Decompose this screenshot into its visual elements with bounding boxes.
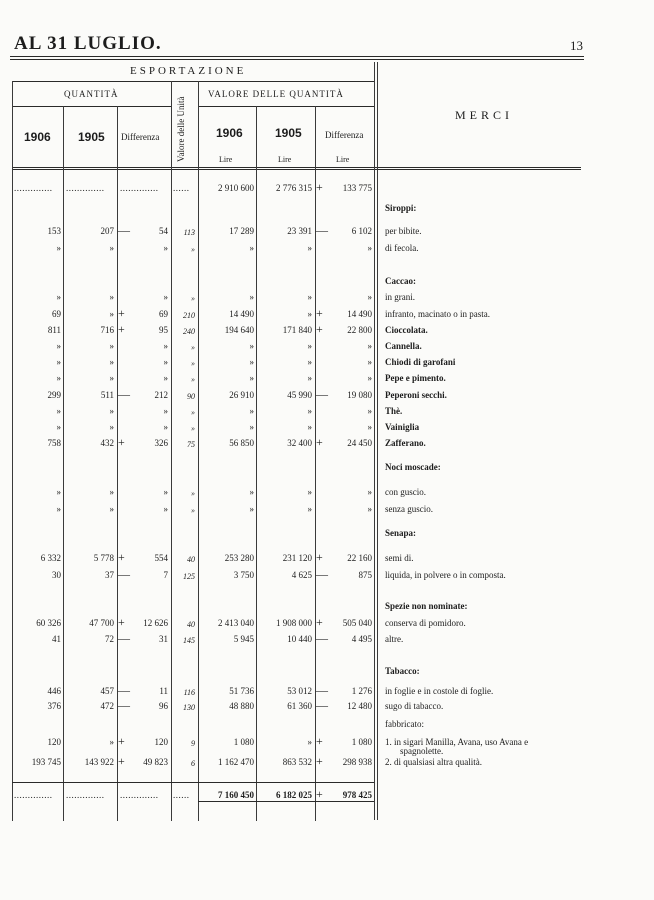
cell-merce: Chiodi di garofani: [385, 357, 456, 367]
cell-vdiff-sign: +: [316, 754, 323, 768]
cell-q1905: ..............: [66, 790, 105, 800]
cell-q1906: »: [56, 292, 61, 302]
cell-unit-value: »: [191, 506, 195, 515]
cell-q1905: 72: [105, 634, 114, 644]
cell-q1906: »: [56, 357, 61, 367]
cell-v1906: 26 910: [229, 390, 254, 400]
cell-v1906: 1 080: [233, 737, 254, 747]
cell-unit-value: 240: [183, 327, 195, 336]
cell-v1905: 171 840: [282, 325, 312, 335]
cell-vdiff: 12 480: [347, 701, 372, 711]
cell-qdiff: »: [163, 487, 168, 497]
cell-qdiff: »: [163, 292, 168, 302]
cell-merce: sugo di tabacco.: [385, 701, 444, 711]
cell-qdiff-sign: +: [118, 734, 125, 748]
cell-q1905: 143 922: [84, 757, 114, 767]
cell-qdiff: 69: [159, 309, 168, 319]
cell-q1906: 193 745: [31, 757, 61, 767]
cell-vdiff-sign: +: [316, 787, 323, 801]
cell-unit-value: »: [191, 245, 195, 254]
cell-merce: Caccao:: [385, 276, 416, 286]
cell-merce: Tabacco:: [385, 666, 420, 676]
cell-merce: senza guscio.: [385, 504, 433, 514]
cell-v1906: 3 750: [233, 570, 254, 580]
cell-unit-value: 130: [183, 703, 195, 712]
cell-v1905: 32 400: [287, 438, 312, 448]
cell-q1906: 446: [47, 686, 61, 696]
header-differenza: Differenza: [121, 132, 160, 142]
cell-q1905: »: [109, 292, 114, 302]
cell-v1906: »: [249, 487, 254, 497]
cell-vdiff: 505 040: [342, 618, 372, 628]
cell-merce: 1. in sigari Manilla, Avana, uso Avana e: [385, 737, 529, 747]
cell-v1905: »: [307, 487, 312, 497]
cell-qdiff-sign: —: [118, 387, 130, 401]
cell-qdiff: »: [163, 406, 168, 416]
cell-q1905: 511: [100, 390, 114, 400]
cell-q1906: 376: [47, 701, 61, 711]
cell-qdiff: 7: [163, 570, 168, 580]
cell-q1905: »: [109, 422, 114, 432]
cell-unit-value: 113: [183, 228, 195, 237]
cell-v1905: 6 182 025: [276, 790, 312, 800]
cell-v1906: 2 413 040: [218, 618, 254, 628]
cell-v1905: »: [307, 309, 312, 319]
cell-q1906: »: [56, 422, 61, 432]
cell-vdiff-sign: +: [316, 734, 323, 748]
cell-vdiff: »: [367, 422, 372, 432]
cell-v1906: 5 945: [233, 634, 254, 644]
cell-vdiff: 19 080: [347, 390, 372, 400]
cell-v1905: 231 120: [282, 553, 312, 563]
cell-qdiff: 96: [159, 701, 168, 711]
cell-v1905: 10 440: [287, 634, 312, 644]
cell-v1905: »: [307, 406, 312, 416]
cell-q1906: 30: [52, 570, 61, 580]
cell-v1905: »: [307, 737, 312, 747]
cell-qdiff: 95: [159, 325, 168, 335]
cell-q1906: 153: [47, 226, 61, 236]
cell-vdiff: 298 938: [342, 757, 372, 767]
cell-unit-value: 210: [183, 311, 195, 320]
cell-qdiff: 49 823: [143, 757, 168, 767]
cell-vdiff: 14 490: [347, 309, 372, 319]
cell-unit-value: 75: [187, 440, 195, 449]
cell-v1906: »: [249, 292, 254, 302]
cell-vdiff: »: [367, 292, 372, 302]
cell-vdiff: 4 495: [351, 634, 372, 644]
cell-v1906: 7 160 450: [218, 790, 254, 800]
cell-v1905: »: [307, 292, 312, 302]
cell-vdiff: 22 160: [347, 553, 372, 563]
cell-unit-value: ......: [173, 790, 190, 800]
cell-merce: Senapa:: [385, 528, 417, 538]
cell-merce: per bibite.: [385, 226, 422, 236]
cell-merce: altre.: [385, 634, 404, 644]
cell-vdiff: 133 775: [342, 183, 372, 193]
cell-qdiff-sign: +: [118, 754, 125, 768]
cell-qdiff: 11: [159, 686, 168, 696]
unit-lire-diff: Lire: [336, 155, 350, 164]
total-rule: [12, 782, 374, 783]
cell-q1906: 60 326: [36, 618, 61, 628]
cell-vdiff-sign: —: [316, 223, 328, 237]
cell-v1906: 253 280: [224, 553, 254, 563]
unit-lire-1905: Lire: [278, 155, 292, 164]
cell-q1906: »: [56, 504, 61, 514]
merci-heading: MERCI: [455, 108, 514, 122]
col-rule-left: [12, 81, 13, 821]
cell-v1905: 45 990: [287, 390, 312, 400]
cell-v1906: »: [249, 504, 254, 514]
cell-q1905: 457: [100, 686, 114, 696]
cell-v1905: 2 776 315: [276, 183, 312, 193]
cell-v1905: 23 391: [287, 226, 312, 236]
cell-qdiff: 12 626: [143, 618, 168, 628]
header-year-1905: 1905: [78, 130, 105, 144]
cell-qdiff: 54: [159, 226, 168, 236]
cell-qdiff: ..............: [120, 790, 159, 800]
cell-v1905: »: [307, 422, 312, 432]
cell-vdiff-sign: +: [316, 180, 323, 194]
cell-unit-value: 125: [183, 572, 195, 581]
cell-q1905: »: [109, 309, 114, 319]
col-rule-q06: [63, 106, 64, 821]
rule-under-valore: [198, 106, 374, 107]
cell-unit-value: 6: [191, 759, 195, 768]
cell-q1906: »: [56, 406, 61, 416]
cell-merce: Siroppi:: [385, 203, 417, 213]
cell-v1905: »: [307, 373, 312, 383]
cell-qdiff-sign: +: [118, 615, 125, 629]
total-rule-bottom: [198, 801, 374, 802]
cell-qdiff: 554: [154, 553, 168, 563]
cell-vdiff: »: [367, 406, 372, 416]
cell-vdiff-sign: +: [316, 435, 323, 449]
valore-heading: VALORE DELLE QUANTITÀ: [208, 89, 344, 99]
col-rule-unit: [198, 81, 199, 821]
cell-unit-value: 40: [187, 555, 195, 564]
cell-unit-value: »: [191, 375, 195, 384]
cell-q1906: »: [56, 341, 61, 351]
cell-vdiff: 6 102: [351, 226, 372, 236]
cell-v1906: 2 910 600: [218, 183, 254, 193]
cell-v1905: 61 360: [287, 701, 312, 711]
col-rule-q05: [117, 106, 118, 821]
cell-q1905: 37: [105, 570, 114, 580]
cell-unit-value: 9: [191, 739, 195, 748]
cell-q1906: 69: [52, 309, 61, 319]
cell-q1905: 432: [100, 438, 114, 448]
cell-v1905: »: [307, 341, 312, 351]
cell-vdiff-sign: —: [316, 698, 328, 712]
cell-q1906: ..............: [14, 790, 53, 800]
page-number: 13: [570, 38, 583, 53]
cell-q1905: 207: [100, 226, 114, 236]
cell-merce: Spezie non nominate:: [385, 601, 468, 611]
cell-q1905: 47 700: [89, 618, 114, 628]
header-year-1906: 1906: [24, 130, 51, 144]
cell-v1905: 4 625: [291, 570, 312, 580]
cell-merce: Vainiglia: [385, 422, 420, 432]
cell-vdiff-sign: —: [316, 683, 328, 697]
cell-v1905: 53 012: [287, 686, 312, 696]
cell-q1905: »: [109, 504, 114, 514]
cell-qdiff-sign: +: [118, 322, 125, 336]
cell-v1906: »: [249, 373, 254, 383]
cell-merce-cont: spagnolette.: [400, 746, 444, 756]
cell-q1906: 6 332: [40, 553, 61, 563]
cell-v1906: 1 162 470: [218, 757, 254, 767]
cell-qdiff: »: [163, 373, 168, 383]
cell-v1905: »: [307, 357, 312, 367]
cell-merce: fabbricato:: [385, 719, 424, 729]
cell-qdiff: 120: [154, 737, 168, 747]
cell-v1905: 1 908 000: [276, 618, 312, 628]
cell-v1906: 48 880: [229, 701, 254, 711]
header-value-differenza: Differenza: [325, 130, 364, 140]
esportazione-heading: ESPORTAZIONE: [130, 65, 247, 77]
col-rule-v05: [315, 106, 316, 821]
cell-v1905: »: [307, 504, 312, 514]
cell-q1906: »: [56, 373, 61, 383]
cell-unit-value: ......: [173, 183, 190, 193]
cell-qdiff: »: [163, 357, 168, 367]
cell-qdiff: ..............: [120, 183, 159, 193]
cell-v1906: »: [249, 406, 254, 416]
header-value-1905: 1905: [275, 126, 302, 140]
cell-v1906: 56 850: [229, 438, 254, 448]
cell-merce: liquida, in polvere o in composta.: [385, 570, 506, 580]
cell-q1905: ..............: [66, 183, 105, 193]
cell-v1905: »: [307, 243, 312, 253]
page-title: AL 31 LUGLIO.: [14, 33, 162, 54]
cell-vdiff: »: [367, 373, 372, 383]
cell-vdiff: 24 450: [347, 438, 372, 448]
cell-q1905: »: [109, 373, 114, 383]
cell-unit-value: »: [191, 489, 195, 498]
cell-vdiff-sign: —: [316, 631, 328, 645]
cell-v1906: »: [249, 357, 254, 367]
cell-merce: con guscio.: [385, 487, 426, 497]
cell-merce: Noci moscade:: [385, 462, 441, 472]
cell-q1905: »: [109, 737, 114, 747]
cell-qdiff-sign: —: [118, 698, 130, 712]
cell-vdiff-sign: —: [316, 387, 328, 401]
cell-q1906: 41: [52, 634, 61, 644]
rule-under-quantita: [12, 106, 171, 107]
cell-merce: 2. di qualsiasi altra qualità.: [385, 757, 482, 767]
cell-merce: di fecola.: [385, 243, 419, 253]
cell-vdiff: 22 800: [347, 325, 372, 335]
cell-vdiff: 1 276: [351, 686, 372, 696]
cell-qdiff: 326: [154, 438, 168, 448]
cell-merce: Zafferano.: [385, 438, 426, 448]
valore-unita-heading: Valore delle Unità: [176, 96, 186, 162]
cell-unit-value: 116: [183, 688, 195, 697]
cell-vdiff: 978 425: [342, 790, 372, 800]
top-rule: [10, 56, 584, 57]
cell-unit-value: »: [191, 359, 195, 368]
cell-q1905: 472: [100, 701, 114, 711]
cell-merce: Cioccolata.: [385, 325, 428, 335]
cell-v1906: 51 736: [229, 686, 254, 696]
cell-unit-value: »: [191, 294, 195, 303]
col-rule-v06: [256, 106, 257, 821]
cell-q1905: »: [109, 406, 114, 416]
cell-q1905: 5 778: [93, 553, 114, 563]
cell-v1906: 194 640: [224, 325, 254, 335]
cell-merce: infranto, macinato o in pasta.: [385, 309, 490, 319]
header-bottom-rule: [12, 167, 581, 168]
header-bottom-rule-2: [12, 169, 581, 170]
cell-q1905: »: [109, 487, 114, 497]
col-rule-vdiff: [374, 62, 375, 820]
unit-lire-1906: Lire: [219, 155, 233, 164]
cell-vdiff-sign: +: [316, 615, 323, 629]
cell-unit-value: 90: [187, 392, 195, 401]
cell-vdiff: »: [367, 487, 372, 497]
cell-merce: Peperoni secchi.: [385, 390, 447, 400]
cell-v1906: »: [249, 422, 254, 432]
col-rule-qdiff: [171, 81, 172, 821]
col-rule-vdiff-2: [377, 62, 378, 820]
cell-qdiff: »: [163, 422, 168, 432]
cell-qdiff: »: [163, 341, 168, 351]
cell-unit-value: »: [191, 343, 195, 352]
cell-qdiff: 212: [154, 390, 168, 400]
rule-under-esportazione: [12, 81, 374, 82]
cell-vdiff: »: [367, 243, 372, 253]
cell-merce: in grani.: [385, 292, 415, 302]
cell-qdiff-sign: —: [118, 683, 130, 697]
cell-q1906: 120: [47, 737, 61, 747]
cell-q1906: »: [56, 487, 61, 497]
cell-merce: semi di.: [385, 553, 414, 563]
cell-merce: Thè.: [385, 406, 403, 416]
cell-qdiff: 31: [159, 634, 168, 644]
cell-unit-value: »: [191, 408, 195, 417]
cell-q1905: »: [109, 357, 114, 367]
cell-v1906: 14 490: [229, 309, 254, 319]
cell-q1905: »: [109, 243, 114, 253]
cell-q1905: 716: [100, 325, 114, 335]
cell-q1906: 758: [47, 438, 61, 448]
cell-vdiff: »: [367, 504, 372, 514]
cell-qdiff-sign: +: [118, 435, 125, 449]
cell-unit-value: »: [191, 424, 195, 433]
cell-vdiff: 1 080: [351, 737, 372, 747]
cell-v1906: »: [249, 243, 254, 253]
cell-merce: Cannella.: [385, 341, 422, 351]
cell-vdiff-sign: +: [316, 306, 323, 320]
cell-qdiff-sign: —: [118, 223, 130, 237]
cell-q1906: »: [56, 243, 61, 253]
cell-qdiff-sign: +: [118, 306, 125, 320]
cell-merce: conserva di pomidoro.: [385, 618, 466, 628]
quantita-heading: QUANTITÀ: [64, 89, 119, 99]
cell-vdiff-sign: +: [316, 550, 323, 564]
cell-q1906: 811: [47, 325, 61, 335]
cell-q1905: »: [109, 341, 114, 351]
cell-v1905: 863 532: [282, 757, 312, 767]
cell-merce: in foglie e in costole di foglie.: [385, 686, 494, 696]
cell-qdiff-sign: —: [118, 567, 130, 581]
cell-unit-value: 145: [183, 636, 195, 645]
cell-qdiff-sign: —: [118, 631, 130, 645]
cell-v1906: 17 289: [229, 226, 254, 236]
cell-qdiff: »: [163, 243, 168, 253]
cell-vdiff: 875: [358, 570, 372, 580]
cell-vdiff-sign: —: [316, 567, 328, 581]
cell-q1906: ..............: [14, 183, 53, 193]
header-value-1906: 1906: [216, 126, 243, 140]
cell-merce: Pepe e pimento.: [385, 373, 446, 383]
top-rule-2: [10, 59, 584, 60]
cell-unit-value: 40: [187, 620, 195, 629]
cell-vdiff: »: [367, 341, 372, 351]
cell-qdiff: »: [163, 504, 168, 514]
cell-qdiff-sign: +: [118, 550, 125, 564]
cell-vdiff-sign: +: [316, 322, 323, 336]
cell-v1906: »: [249, 341, 254, 351]
cell-q1906: 299: [47, 390, 61, 400]
cell-vdiff: »: [367, 357, 372, 367]
